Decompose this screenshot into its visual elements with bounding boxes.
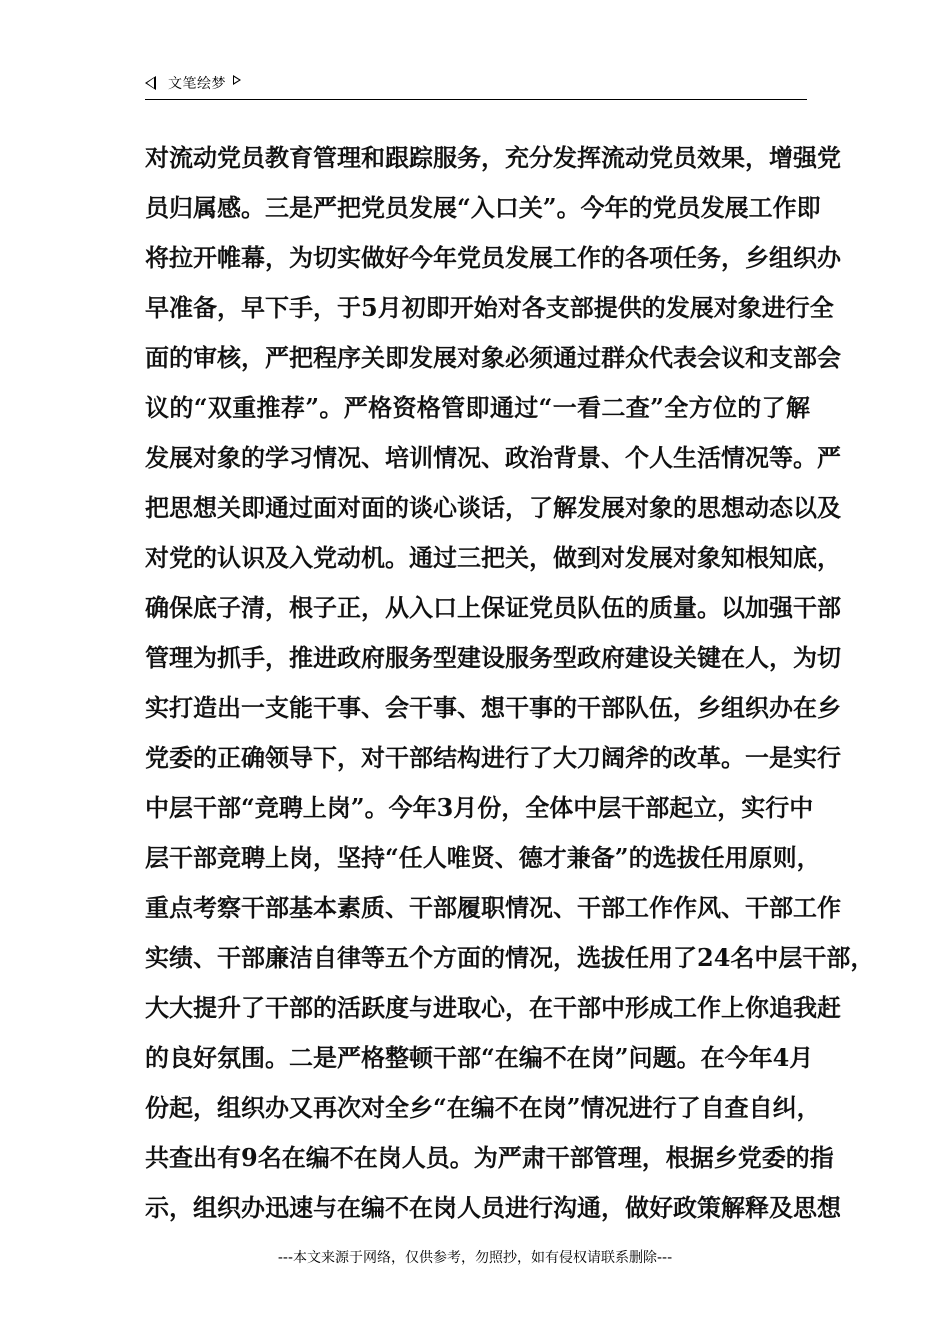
body-line: 将拉开帷幕，为切实做好今年党员发展工作的各项任务，乡组织办 xyxy=(145,243,841,272)
body-line: 确保底子清，根子正，从入口上保证党员队伍的质量。以加强干部 xyxy=(145,593,841,622)
body-line: 管理为抓手，推进政府服务型建设服务型政府建设关键在人，为切 xyxy=(145,643,841,672)
triangle-left-icon xyxy=(145,76,156,90)
body-line: 对流动党员教育管理和跟踪服务，充分发挥流动党员效果，增强党 xyxy=(145,143,841,172)
body-line: 员归属感。三是严把党员发展“入口关”。今年的党员发展工作即 xyxy=(145,193,821,222)
body-line: 中层干部“竞聘上岗”。今年3月份，全体中层干部起立，实行中 xyxy=(145,793,814,822)
body-line: 示，组织办迅速与在编不在岗人员进行沟通，做好政策解释及思想 xyxy=(145,1193,841,1222)
document-body xyxy=(145,133,875,1233)
body-line: 共查出有9名在编不在岗人员。为严肃干部管理，根据乡党委的指 xyxy=(145,1143,834,1172)
body-line: 党委的正确领导下，对干部结构进行了大刀阔斧的改革。一是实行 xyxy=(145,743,841,772)
body-line: 把思想关即通过面对面的谈心谈话，了解发展对象的思想动态以及 xyxy=(145,493,841,522)
body-line: 大大提升了干部的活跃度与进取心，在干部中形成工作上你追我赶 xyxy=(145,993,841,1022)
page-header xyxy=(145,70,807,100)
body-line: 实绩、干部廉洁自律等五个方面的情况，选拔任用了24名中层干部， xyxy=(145,943,875,972)
body-line: 面的审核，严把程序关即发展对象必须通过群众代表会议和支部会 xyxy=(145,343,841,372)
body-line: 的良好氛围。二是严格整顿干部“在编不在岗”问题。在今年4月 xyxy=(145,1043,814,1072)
body-line: 议的“双重推荐”。严格资格管即通过“一看二查”全方位的了解 xyxy=(145,393,810,422)
body-line: 对党的认识及入党动机。通过三把关，做到对发展对象知根知底， xyxy=(145,543,841,572)
triangle-right-icon xyxy=(233,75,241,85)
body-line: 发展对象的学习情况、培训情况、政治背景、个人生活情况等。严 xyxy=(145,443,841,472)
body-line: 实打造出一支能干事、会干事、想干事的干部队伍，乡组织办在乡 xyxy=(145,693,841,722)
body-line: 重点考察干部基本素质、干部履职情况、干部工作作风、干部工作 xyxy=(145,893,841,922)
body-line: 层干部竞聘上岗，坚持“任人唯贤、德才兼备”的选拔任用原则， xyxy=(145,843,821,872)
body-line: 份起，组织办又再次对全乡“在编不在岗”情况进行了自查自纠， xyxy=(145,1093,821,1122)
header-title: 文笔绘梦 xyxy=(168,76,226,92)
body-line: 早准备，早下手，于5月初即开始对各支部提供的发展对象进行全 xyxy=(145,293,834,322)
page-footer: ---本文来源于网络，仅供参考，勿照抄，如有侵权请联系删除--- xyxy=(277,1250,673,1266)
